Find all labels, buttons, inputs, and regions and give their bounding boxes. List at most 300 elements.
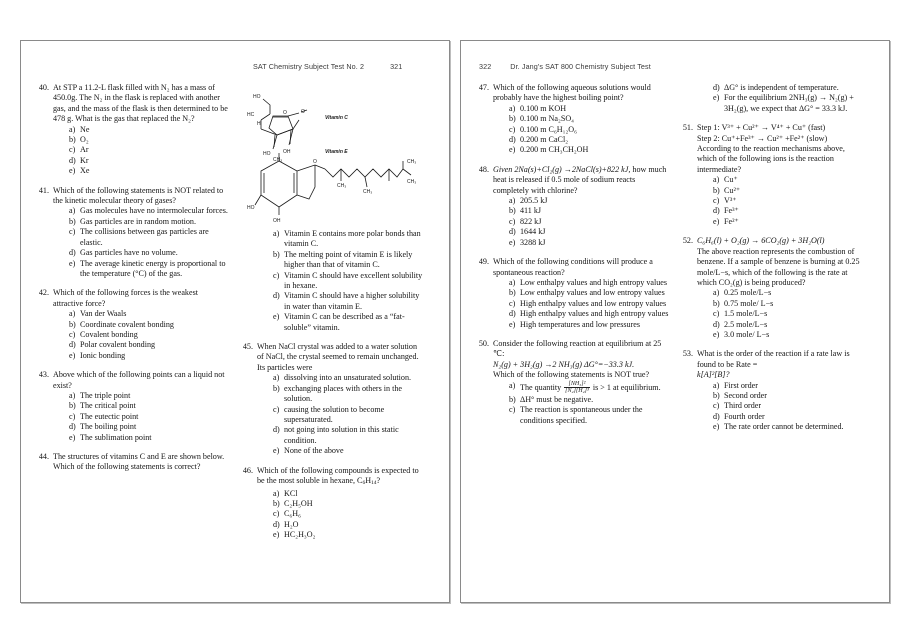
question-stem: When NaCl crystal was added to a water solution of NaCl, the crystal seemed to remain unchanged. Its particles were — [257, 342, 419, 372]
question-stem: Consider the following reaction at equilibrium at 25 ℃: — [493, 338, 662, 359]
choice-text: Covalent bonding — [80, 329, 138, 339]
choice-text: The reaction is spontaneous under the conditions specified. — [520, 405, 643, 425]
choice-label: b) — [69, 319, 76, 329]
choice-d[interactable] — [713, 412, 865, 422]
choice-text: None of the above — [284, 446, 344, 456]
atom-label-hc: HC — [247, 112, 255, 118]
choice-a[interactable] — [69, 309, 229, 319]
right-page-running-head — [479, 62, 651, 71]
question-stem: how much heat is released if 0.5 mole of sodium reacts completely with chlorine? — [493, 164, 667, 195]
question-49 — [475, 257, 669, 330]
question-stem: The structures of vitamins C and E are shown below. Which of the following statements is correct? — [53, 452, 225, 472]
choice-text: dissolving into an unsaturated solution. — [284, 373, 412, 383]
question-number: 42. — [38, 288, 49, 298]
question-equation: k[A]²[B]? — [697, 370, 730, 380]
choice-label: e) — [713, 93, 720, 103]
choice-label: a) — [509, 380, 516, 390]
choice-d[interactable] — [273, 291, 425, 312]
choice-e[interactable] — [713, 217, 865, 227]
choice-list — [697, 288, 865, 340]
choice-label: e) — [69, 432, 76, 442]
choice-text: The collisions between gas particles are elastic. — [80, 227, 209, 247]
choice-a[interactable] — [69, 125, 229, 135]
choice-e[interactable] — [713, 93, 865, 114]
choice-label: a) — [273, 373, 280, 383]
question-number: 52. — [682, 236, 693, 246]
choice-text-before: The quantity — [520, 382, 562, 392]
question-number — [679, 83, 697, 114]
choice-c[interactable] — [509, 405, 669, 426]
choice-text: Ar — [80, 145, 89, 155]
choice-text: Kr — [80, 155, 89, 165]
choice-b[interactable] — [69, 320, 229, 330]
question-number: 51. — [682, 123, 693, 133]
question-stem: Which of the following aqueous solutions would probably have the highest boiling point? — [493, 83, 651, 103]
question-stem: Which of the following compounds is expected to be the most soluble in hexane, $C_6H_{14}$? — [257, 465, 419, 487]
question-number: 45. — [242, 342, 253, 352]
choice-list — [53, 206, 229, 279]
question-number: 50. — [478, 338, 489, 348]
choice-label: c) — [509, 405, 516, 415]
choice-text: Vitamin C should have a higher solubility in water than vitamin E. — [284, 291, 420, 311]
choice-e[interactable] — [509, 320, 669, 330]
choice-label: a) — [69, 124, 76, 134]
choice-list — [257, 489, 425, 541]
choice-text: 0.25 mole/L−s — [724, 288, 772, 298]
question-stem: What is the order of the reaction if a rate law is found to be Rate = — [697, 349, 850, 369]
choice-d[interactable] — [69, 340, 229, 350]
choice-text: H₂O — [284, 519, 299, 529]
choice-text: 205.5 kJ — [520, 196, 548, 206]
choice-c[interactable] — [273, 405, 425, 426]
choice-d[interactable] — [509, 135, 669, 145]
choice-text: C₆H₆ — [284, 509, 301, 519]
choice-text: Fe²⁺ — [724, 216, 739, 226]
choice-label: c) — [713, 309, 720, 319]
atom-label-ch3-a: CH₃ — [337, 183, 347, 189]
question-46 — [239, 466, 425, 541]
choice-label: b) — [273, 383, 280, 393]
choice-d[interactable] — [273, 520, 425, 530]
choice-d[interactable] — [509, 309, 669, 319]
question-48 — [475, 165, 669, 248]
choice-text: Vitamin C should have excellent solubility in hexane. — [284, 270, 423, 291]
choice-a[interactable] — [69, 206, 229, 216]
choice-list — [697, 83, 865, 114]
question-41 — [35, 186, 229, 280]
choice-text: Low enthalpy values and low entropy values — [520, 288, 665, 298]
choice-label: e) — [69, 350, 76, 360]
choice-label: d) — [713, 206, 720, 216]
question-stem-tail: Which of the following statements is NOT true? — [493, 370, 650, 380]
question-number: 43. — [38, 370, 49, 380]
choice-label: a) — [509, 277, 516, 287]
choice-text: 1644 kJ — [520, 227, 546, 237]
choice-label: b) — [713, 185, 720, 195]
choice-label: b) — [509, 288, 516, 298]
choice-label: a) — [509, 196, 516, 206]
choice-label: e) — [713, 216, 720, 226]
choice-list — [53, 391, 229, 443]
choice-text: ΔG° is independent of temperature. — [724, 83, 839, 92]
choice-text: Cu²⁺ — [724, 185, 741, 195]
choice-text: Xe — [80, 166, 90, 176]
choice-c[interactable] — [69, 227, 229, 248]
choice-a[interactable] — [273, 489, 425, 499]
choice-label: d) — [509, 309, 516, 319]
choice-d[interactable] — [273, 425, 425, 446]
choice-text: 0.200 m CaCl₂ — [520, 135, 569, 145]
choice-label: e) — [509, 237, 516, 247]
choice-label: a) — [69, 309, 76, 319]
choice-text: 3.0 mole/ L−s — [724, 329, 770, 339]
choice-text: V³⁺ — [724, 196, 737, 206]
choice-text: Cu⁺ — [724, 175, 738, 185]
choice-a[interactable] — [509, 196, 669, 206]
choice-label: d) — [69, 155, 76, 165]
choice-text: The critical point — [80, 401, 136, 411]
choice-c[interactable] — [69, 330, 229, 340]
choice-text-after: is > 1 at equilibrium. — [592, 382, 661, 392]
question-stem: According to the reaction mechanisms above, which of the following ions is the reaction intermediate? — [697, 144, 845, 174]
choice-text: KCl — [284, 488, 298, 498]
choice-text: ΔH° must be negative. — [520, 394, 594, 404]
choice-a[interactable] — [273, 229, 425, 250]
atom-label-o: O — [283, 110, 287, 116]
choice-text: The sublimation point — [80, 432, 152, 442]
question-step-1: Step 1: V³⁺ + Cu²⁺ → V⁴⁺ + Cu⁺ (fast) — [697, 123, 826, 133]
atom-label-ch3-right2: CH₃ — [407, 179, 417, 185]
choice-e[interactable] — [273, 446, 425, 456]
atom-label-ch3-right: CH₃ — [407, 159, 417, 165]
choice-label: e) — [509, 145, 516, 155]
choice-c[interactable] — [273, 509, 425, 519]
choice-list — [697, 381, 865, 433]
right-page-header-title: Dr. Jang's SAT 800 Chemistry Subject Test — [510, 62, 651, 71]
choice-e[interactable] — [69, 166, 229, 176]
question-50 — [475, 339, 669, 426]
question-equation: Given 2Na(s)+Cl₂(g) →2NaCl(s)+822 kJ, — [493, 164, 631, 174]
question-45 — [239, 342, 425, 456]
question-stem: The above reaction represents the combustion of benzene. If a sample of benzene is burning at 0.25 mole/L−s, which of the following is the rate at which CO₂(g) is being produced? — [697, 246, 860, 287]
choice-label: e) — [509, 319, 516, 329]
choice-text: The boiling point — [80, 422, 137, 432]
choice-list — [493, 104, 669, 156]
choice-label: c) — [69, 227, 76, 237]
choice-e[interactable] — [713, 330, 865, 340]
choice-b[interactable] — [273, 250, 425, 271]
choice-label: a) — [713, 175, 720, 185]
question-51 — [679, 123, 865, 227]
choice-text: Gas molecules have no intermolecular forces. — [80, 206, 228, 216]
choice-a[interactable] — [509, 278, 669, 288]
choice-text: 0.100 m C₆H₁₂O₆ — [520, 124, 577, 134]
choice-text: O₂ — [80, 135, 89, 145]
vitamin-e-label: Vitamin E — [325, 149, 348, 155]
question-40 — [35, 83, 229, 177]
choice-b[interactable] — [713, 391, 865, 401]
choice-label: b) — [509, 114, 516, 124]
choice-label: b) — [273, 249, 280, 259]
choice-text: 0.100 m Na₂SO₄ — [520, 114, 574, 124]
choice-text: High enthalpy values and high entropy values — [520, 309, 669, 319]
fraction-denominator: [N₂][H₂]³ — [565, 388, 589, 395]
question-43 — [35, 370, 229, 443]
fraction-numerator: [NH₃]² — [564, 381, 590, 389]
choice-text: Low enthalpy values and high entropy values — [520, 277, 667, 287]
choice-list — [53, 125, 229, 177]
choice-text: 2.5 mole/L−s — [724, 319, 768, 329]
choice-a[interactable] — [713, 175, 865, 185]
choice-b[interactable] — [509, 288, 669, 298]
choice-a[interactable] — [713, 381, 865, 391]
right-page-columns — [475, 83, 879, 596]
choice-text: Van der Waals — [80, 309, 127, 319]
question-stem: Which of the following statements is NOT related to the kinetic molecular theory of gases? — [53, 185, 224, 206]
question-stem: Above which of the following points can a liquid not exist? — [53, 370, 225, 390]
choice-label: b) — [713, 390, 720, 400]
choice-b[interactable] — [69, 135, 229, 145]
choice-b[interactable] — [69, 217, 229, 227]
atom-label-ho3: HO — [247, 205, 255, 211]
question-50-choices-continued — [679, 83, 865, 114]
choice-text: Gas particles are in random motion. — [80, 216, 196, 226]
choice-label: c) — [273, 404, 280, 414]
choice-list — [257, 229, 425, 333]
choice-label: b) — [69, 216, 76, 226]
choice-a[interactable] — [509, 381, 669, 395]
choice-label: c) — [509, 216, 516, 226]
choice-label: c) — [69, 411, 76, 421]
choice-e[interactable] — [69, 259, 229, 280]
choice-a[interactable] — [69, 391, 229, 401]
choice-text: The average kinetic energy is proportional to the temperature (°C) of the gas. — [80, 258, 226, 278]
choice-text: The triple point — [80, 390, 131, 400]
question-number: 47. — [478, 83, 489, 92]
choice-d[interactable] — [69, 422, 229, 432]
choice-label: d) — [713, 83, 720, 92]
choice-text: Gas particles have no volume. — [80, 248, 178, 258]
choice-e[interactable] — [69, 433, 229, 443]
left-page-column-2 — [239, 83, 425, 596]
choice-b[interactable] — [509, 206, 669, 216]
choice-text: 0.200 m CH₃CH₂OH — [520, 145, 589, 155]
atom-label-oh: OH — [283, 149, 291, 155]
choice-b[interactable] — [509, 114, 669, 124]
choice-c[interactable] — [509, 125, 669, 135]
choice-label: c) — [509, 124, 516, 134]
choice-label: a) — [69, 390, 76, 400]
choice-label: a) — [713, 288, 720, 298]
choice-text: Third order — [724, 401, 762, 411]
choice-text: C₂H₅OH — [284, 498, 313, 508]
choice-text: The eutectic point — [80, 411, 139, 421]
choice-text: HC₂H₃O₂ — [284, 530, 316, 540]
choice-text: Fourth order — [724, 411, 765, 421]
choice-label: b) — [509, 394, 516, 404]
question-number: 48. — [478, 164, 489, 174]
question-stem: Which of the following forces is the weakest attractive force? — [53, 288, 198, 308]
choice-text: For the equilibrium 2NH₃(g) → N₂(g) + 3H₂(g), we expect that ΔG° = 33.3 kJ. — [724, 93, 854, 113]
choice-d[interactable] — [713, 320, 865, 330]
right-page-column-1 — [475, 83, 669, 596]
choice-label: b) — [69, 135, 76, 145]
question-53 — [679, 349, 865, 432]
choice-label: c) — [509, 298, 516, 308]
choice-text: 0.100 m KOH — [520, 103, 567, 113]
question-equation: C₆H₆(l) + O₂(g) → 6CO₂(g) + 3H₂O(l) — [697, 236, 825, 246]
choice-label: b) — [713, 298, 720, 308]
question-42 — [35, 288, 229, 361]
choice-c[interactable] — [713, 196, 865, 206]
choice-label: c) — [713, 196, 720, 206]
question-number: 49. — [478, 257, 489, 267]
choice-a[interactable] — [713, 288, 865, 298]
choice-a[interactable] — [273, 373, 425, 383]
choice-text: First order — [724, 380, 758, 390]
choice-list — [257, 373, 425, 456]
choice-label: e) — [273, 312, 280, 322]
question-52 — [679, 236, 865, 340]
right-page-folio: 322 — [479, 62, 492, 71]
choice-d[interactable] — [69, 156, 229, 166]
atom-label-o3: O — [313, 159, 317, 165]
choice-label: b) — [273, 498, 280, 508]
chemical-structure-svg — [239, 83, 425, 225]
choice-e[interactable] — [509, 145, 669, 155]
choice-label: a) — [509, 103, 516, 113]
choice-text: High temperatures and low pressures — [520, 319, 641, 329]
choice-d[interactable] — [509, 227, 669, 237]
choice-list — [53, 309, 229, 361]
choice-e[interactable] — [273, 530, 425, 540]
choice-text: Fe³⁺ — [724, 206, 739, 216]
choice-label: a) — [713, 380, 720, 390]
choice-e[interactable] — [273, 312, 425, 333]
question-number: 53. — [682, 349, 693, 359]
right-page-column-2 — [679, 83, 865, 596]
choice-c[interactable] — [713, 401, 865, 411]
choice-label: b) — [69, 401, 76, 411]
left-page-column-1 — [35, 83, 229, 596]
choice-label: a) — [273, 488, 280, 498]
right-page — [460, 40, 890, 603]
left-page-header-title: SAT Chemistry Subject Test No. 2 — [253, 62, 365, 71]
choice-b[interactable] — [273, 384, 425, 405]
choice-label: e) — [273, 446, 280, 456]
choice-text: Ionic bonding — [80, 350, 126, 360]
atom-label-ch3-top: CH₃ — [273, 157, 283, 163]
choice-c[interactable] — [509, 299, 669, 309]
choice-d[interactable] — [713, 206, 865, 216]
vitamin-c-label: Vitamin C — [325, 115, 348, 121]
choice-e[interactable] — [69, 351, 229, 361]
choice-label: d) — [69, 422, 76, 432]
question-number: 46. — [242, 465, 253, 475]
choice-label: e) — [69, 258, 76, 268]
left-page-running-head — [253, 62, 402, 71]
question-stem: At STP a 11.2-L flask filled with N₂ has a mass of 450.0g. The N₂ in the flask is replaced with another gas, and the mass of the flask is then determined to be 478 g. What is the gas that replaced the N₂? — [53, 83, 228, 124]
question-equation: N₂(g) + 3H₂(g) →2 NH₃(g) ΔG°=−33.3 kJ. — [493, 359, 635, 369]
left-page — [20, 40, 450, 603]
question-number — [239, 229, 257, 333]
choice-text: Polar covalent bonding — [80, 340, 156, 350]
choice-list — [697, 175, 865, 227]
choice-text: High enthalpy values and low entropy values — [520, 298, 667, 308]
choice-c[interactable] — [69, 145, 229, 155]
choice-label: a) — [273, 229, 280, 238]
choice-label: e) — [713, 329, 720, 339]
choice-c[interactable] — [273, 271, 425, 292]
choice-b[interactable] — [713, 299, 865, 309]
question-44 — [35, 452, 229, 473]
choice-text: Second order — [724, 390, 767, 400]
choice-b[interactable] — [509, 395, 669, 405]
choice-label: d) — [713, 411, 720, 421]
choice-c[interactable] — [713, 309, 865, 319]
choice-text: not going into solution in this static condition. — [284, 425, 399, 445]
choice-b[interactable] — [69, 401, 229, 411]
choice-text: 822 kJ — [520, 216, 542, 226]
choice-list — [493, 278, 669, 330]
choice-label: d) — [273, 519, 280, 529]
choice-c[interactable] — [69, 412, 229, 422]
atom-label-oh2: OH — [273, 218, 281, 224]
choice-e[interactable] — [509, 238, 669, 248]
choice-text: The melting point of vitamin E is likely higher than that of vitamin C. — [284, 249, 413, 270]
choice-a[interactable] — [509, 104, 669, 114]
choice-text: Ne — [80, 124, 90, 134]
choice-label: d) — [69, 340, 76, 350]
choice-e[interactable] — [713, 422, 865, 432]
choice-label: e) — [69, 166, 76, 176]
choice-label: d) — [273, 291, 280, 301]
choice-b[interactable] — [713, 186, 865, 196]
choice-label: c) — [273, 509, 280, 519]
choice-b[interactable] — [273, 499, 425, 509]
choice-d[interactable] — [69, 248, 229, 258]
vitamin-structures-figure — [239, 83, 425, 225]
choice-d[interactable] — [713, 83, 865, 93]
question-stem: Which of the following conditions will produce a spontaneous reaction? — [493, 257, 653, 277]
choice-label: d) — [713, 319, 720, 329]
choice-label: a) — [69, 206, 76, 216]
left-page-columns — [35, 83, 439, 596]
choice-label: c) — [273, 270, 280, 280]
choice-text: 411 kJ — [520, 206, 542, 216]
choice-text: 3288 kJ — [520, 237, 546, 247]
left-page-folio: 321 — [390, 62, 403, 71]
question-47 — [475, 83, 669, 156]
choice-text: The rate order cannot be determined. — [724, 422, 844, 432]
choice-label: d) — [509, 135, 516, 145]
choice-text: Vitamin C can be described as a “fat-soluble” vitamin. — [284, 312, 405, 332]
question-number: 41. — [38, 185, 49, 195]
choice-c[interactable] — [509, 217, 669, 227]
question-44-choices — [239, 229, 425, 333]
choice-label: d) — [273, 425, 280, 435]
choice-text: Coordinate covalent bonding — [80, 319, 174, 329]
atom-label-h: H — [257, 121, 261, 127]
question-number: 40. — [38, 83, 49, 92]
choice-label: b) — [509, 206, 516, 216]
choice-list — [493, 196, 669, 248]
choice-label: c) — [69, 329, 76, 339]
choice-label: c) — [69, 145, 76, 155]
choice-text: 1.5 mole/L−s — [724, 309, 768, 319]
atom-label-ho2: HO — [263, 151, 271, 157]
equilibrium-fraction — [564, 381, 590, 395]
